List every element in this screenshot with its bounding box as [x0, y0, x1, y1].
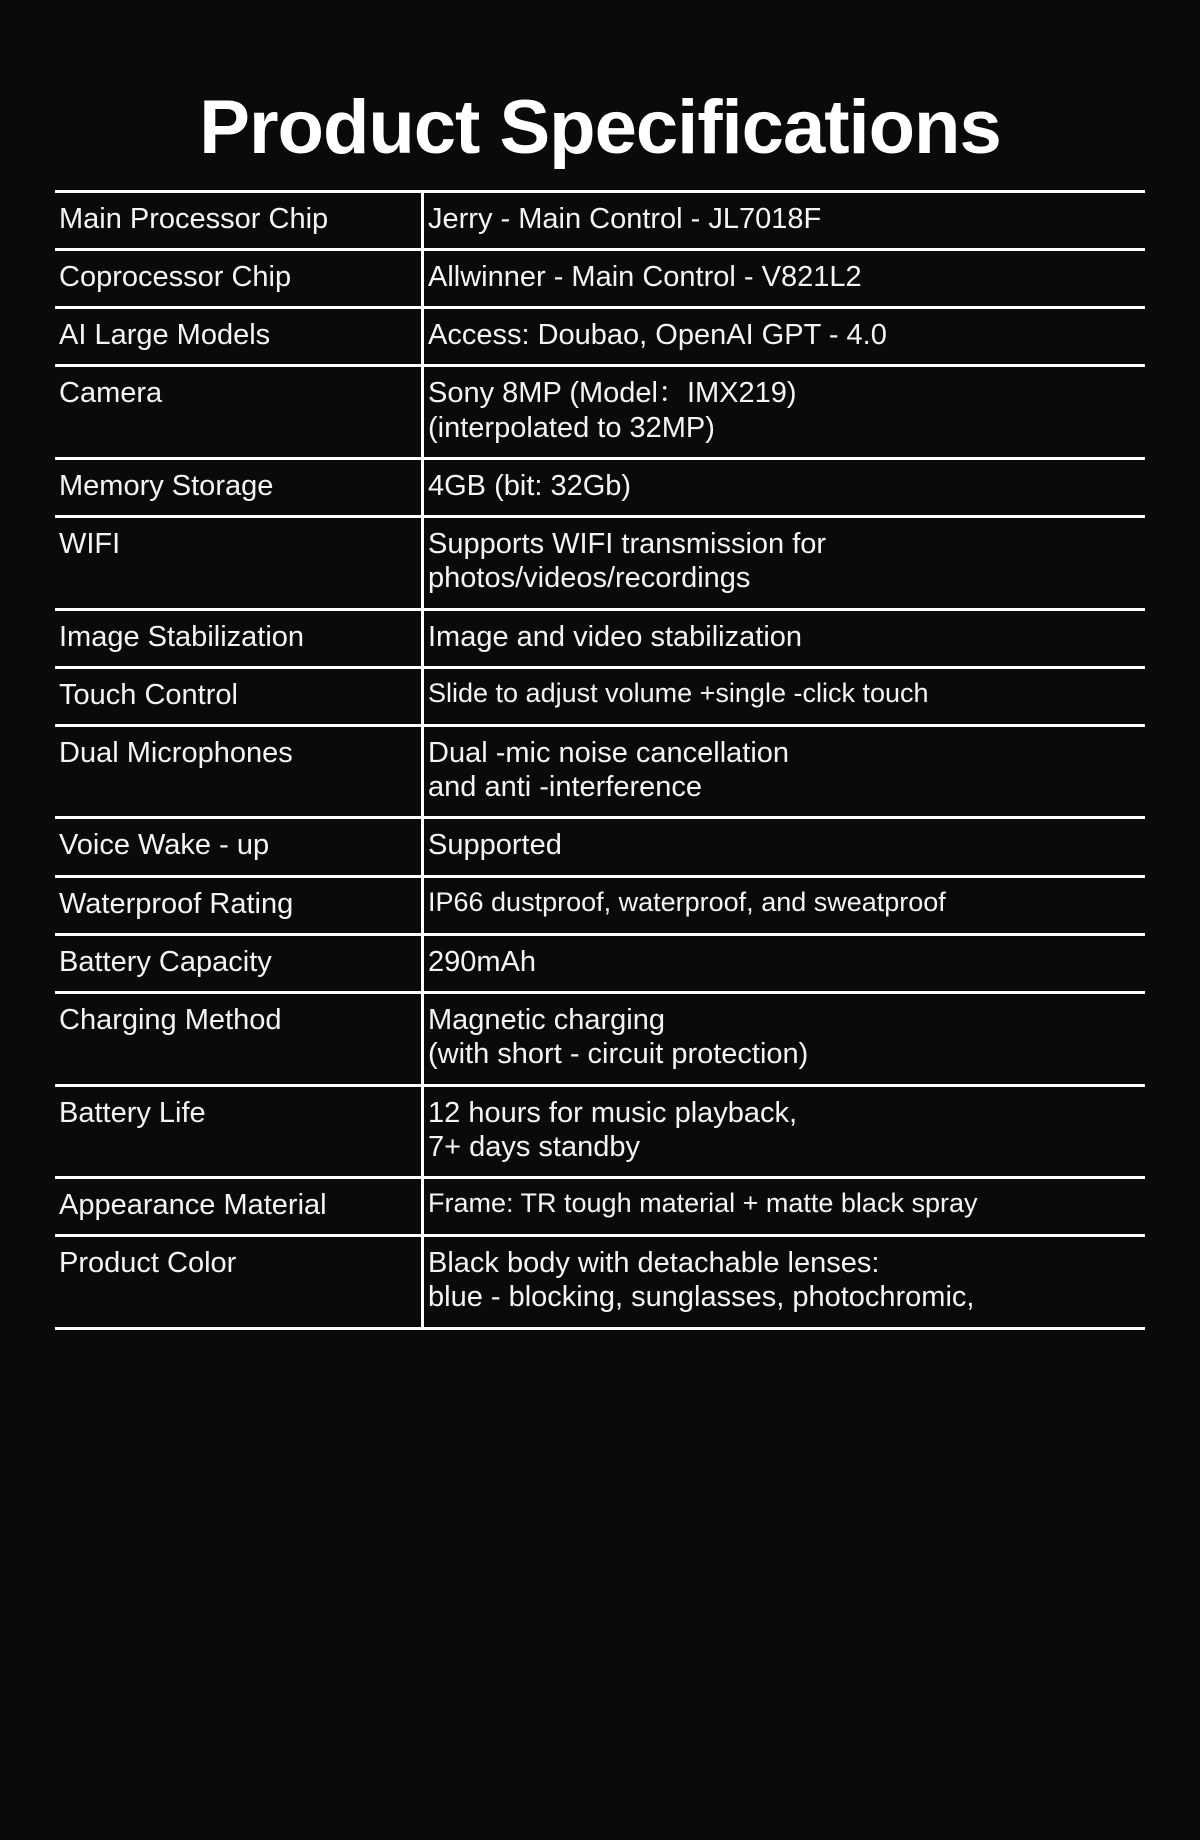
spec-value-line: Supports WIFI transmission for: [428, 528, 827, 561]
spec-value-line: Frame: TR tough material + matte black spray: [428, 1187, 978, 1218]
spec-value: [423, 1177, 1146, 1235]
spec-label: Touch Control: [55, 667, 423, 725]
spec-value: [423, 818, 1146, 876]
spec-value: [423, 725, 1146, 817]
table-row: [55, 667, 1145, 725]
spec-value-line: Image and video stabilization: [428, 620, 803, 653]
spec-label: AI Large Models: [55, 308, 423, 366]
table-row: [55, 517, 1145, 609]
table-row: [55, 1177, 1145, 1235]
table-row: [55, 366, 1145, 458]
table-row: [55, 818, 1145, 876]
spec-value: [423, 1236, 1146, 1328]
spec-label: Voice Wake - up: [55, 818, 423, 876]
spec-value-line: Supported: [428, 829, 562, 862]
spec-value-line: Access: Doubao, OpenAI GPT - 4.0: [428, 319, 887, 352]
table-row: [55, 458, 1145, 516]
spec-label: Appearance Material: [55, 1177, 423, 1235]
spec-value-line: Jerry - Main Control - JL7018F: [428, 202, 822, 235]
spec-value-line: blue - blocking, sunglasses, photochromic,: [428, 1281, 975, 1314]
spec-value: [423, 609, 1146, 667]
table-row: [55, 308, 1145, 366]
table-row: [55, 1236, 1145, 1328]
spec-value-line: Dual -mic noise cancellation: [428, 736, 790, 769]
spec-label: Main Processor Chip: [55, 191, 423, 249]
spec-value: [423, 308, 1146, 366]
spec-value: [423, 366, 1146, 458]
spec-value-line: 7+ days standby: [428, 1130, 641, 1163]
spec-value-line: (with short - circuit protection): [428, 1038, 809, 1071]
table-row: [55, 725, 1145, 817]
spec-label: Camera: [55, 366, 423, 458]
table-row: [55, 250, 1145, 308]
table-row: [55, 191, 1145, 249]
spec-value-line: Magnetic charging: [428, 1004, 665, 1037]
spec-value-line: Slide to adjust volume +single -click touch: [428, 677, 929, 708]
spec-label: Battery Life: [55, 1085, 423, 1177]
spec-value: [423, 1085, 1146, 1177]
spec-label: Product Color: [55, 1236, 423, 1328]
spec-value: [423, 458, 1146, 516]
specifications-table: [55, 190, 1145, 1330]
spec-value-line: and anti -interference: [428, 771, 703, 804]
spec-value-line: 290mAh: [428, 945, 537, 978]
spec-value-line: photos/videos/recordings: [428, 562, 751, 595]
spec-value-line: 12 hours for music playback,: [428, 1096, 798, 1129]
spec-label: WIFI: [55, 517, 423, 609]
spec-label: Waterproof Rating: [55, 876, 423, 934]
table-row: [55, 993, 1145, 1085]
spec-label: Memory Storage: [55, 458, 423, 516]
table-row: [55, 876, 1145, 934]
spec-label: Battery Capacity: [55, 934, 423, 992]
table-row: [55, 934, 1145, 992]
spec-value: [423, 191, 1146, 249]
page-title: Product Specifications: [199, 85, 1001, 170]
spec-label: Image Stabilization: [55, 609, 423, 667]
spec-value-line: IP66 dustproof, waterproof, and sweatproof: [428, 886, 946, 917]
table-row: [55, 1085, 1145, 1177]
specifications-table-body: [55, 191, 1145, 1328]
spec-value: [423, 876, 1146, 934]
spec-value: [423, 250, 1146, 308]
spec-value-line: Sony 8MP (Model：IMX219): [428, 377, 797, 410]
spec-value-line: 4GB (bit: 32Gb): [428, 469, 632, 502]
spec-value: [423, 667, 1146, 725]
spec-value: [423, 517, 1146, 609]
spec-value: [423, 934, 1146, 992]
spec-label: Coprocessor Chip: [55, 250, 423, 308]
spec-label: Dual Microphones: [55, 725, 423, 817]
spec-value-line: (interpolated to 32MP): [428, 411, 715, 444]
spec-value-line: Black body with detachable lenses:: [428, 1247, 880, 1280]
spec-value-line: Allwinner - Main Control - V821L2: [428, 261, 862, 294]
spec-value: [423, 993, 1146, 1085]
table-row: [55, 609, 1145, 667]
spec-label: Charging Method: [55, 993, 423, 1085]
